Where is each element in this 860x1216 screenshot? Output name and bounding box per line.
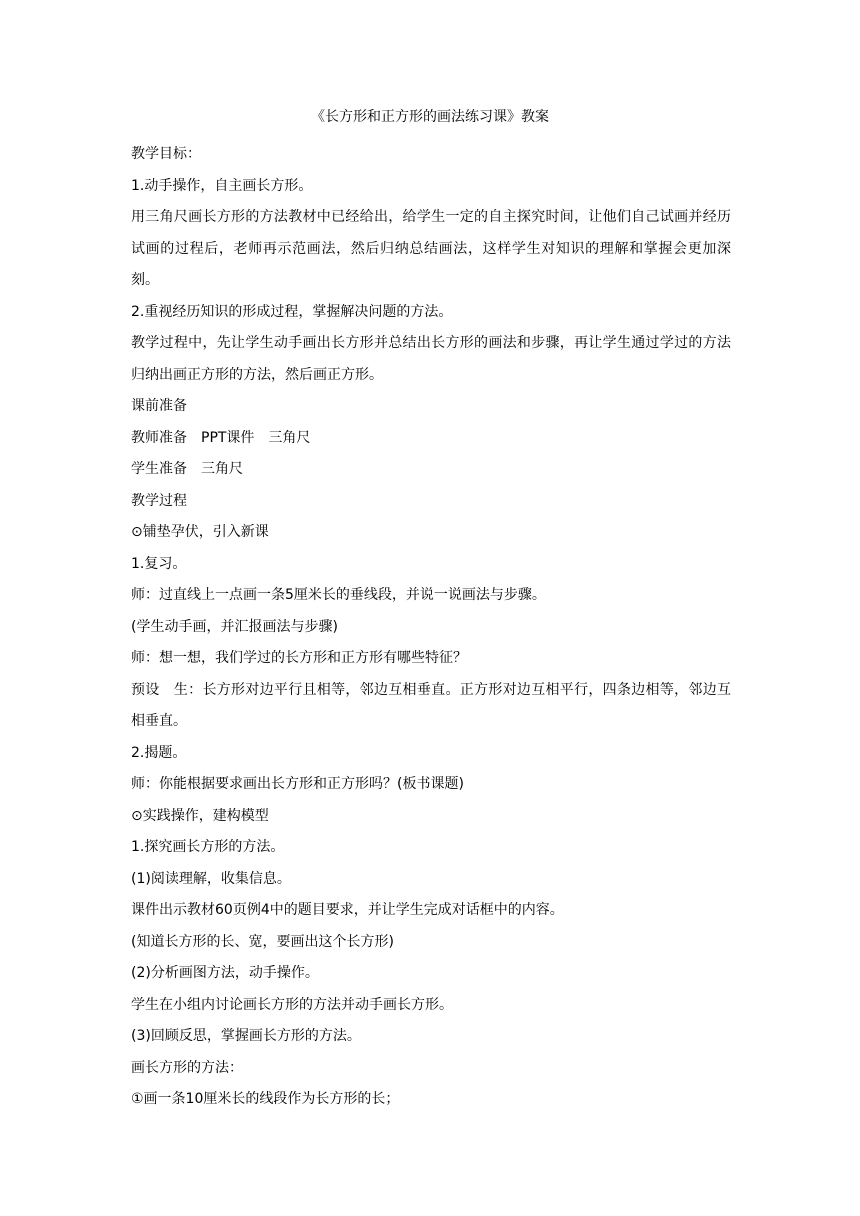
document-body	[131, 139, 731, 1116]
paragraph: ①画一条10厘米长的线段作为长方形的长；	[131, 1091, 400, 1107]
paragraph: 教师准备 PPT课件 三角尺	[131, 429, 311, 446]
paragraph: 画长方形的方法：	[131, 1059, 243, 1076]
paragraph: (学生动手画，并汇报画法与步骤)	[131, 618, 338, 635]
paragraph: 学生在小组内讨论画长方形的方法并动手画长方形。	[131, 996, 453, 1013]
paragraph: 1.复习。	[131, 555, 187, 572]
subsection-heading: ⊙实践操作，建构模型	[131, 807, 269, 824]
paragraph: (2)分析画图方法，动手操作。	[131, 965, 319, 981]
paragraph: 2.揭题。	[131, 744, 187, 761]
paragraph: 教学目标：	[131, 146, 201, 162]
paragraph: 师：过直线上一点画一条5厘米长的垂线段，并说一说画法与步骤。	[131, 587, 546, 603]
section-heading: 教学过程	[131, 492, 187, 509]
paragraph: 1.探究画长方形的方法。	[131, 839, 285, 855]
paragraph: 预设 生：长方形对边平行且相等，邻边互相垂直。正方形对边互相平行，四条边相等，邻边互相垂直。	[131, 681, 731, 729]
paragraph: 1.动手操作，自主画长方形。	[131, 177, 313, 194]
paragraph: 师：想一想，我们学过的长方形和正方形有哪些特征？	[131, 650, 467, 666]
section-heading: 课前准备	[131, 398, 187, 414]
paragraph: (1)阅读理解，收集信息。	[131, 870, 291, 887]
paragraph: 教学过程中，先让学生动手画出长方形并总结出长方形的画法和步骤，再让学生通过学过的方法归纳出画正方形的方法，然后画正方形。	[131, 335, 731, 383]
paragraph: (知道长方形的长、宽，要画出这个长方形)	[131, 933, 394, 950]
paragraph: 用三角尺画长方形的方法教材中已经给出，给学生一定的自主探究时间，让他们自己试画并经历试画的过程后，老师再示范画法，然后归纳总结画法，这样学生对知识的理解和掌握会更加深刻。	[131, 209, 731, 288]
subsection-heading: ⊙铺垫孕伏，引入新课	[131, 524, 269, 540]
document-title: 《长方形和正方形的画法练习课》教案	[311, 109, 549, 125]
paragraph: 师：你能根据要求画出长方形和正方形吗？(板书课题)	[131, 776, 464, 792]
paragraph: (3)回顾反思，掌握画长方形的方法。	[131, 1028, 361, 1044]
paragraph: 学生准备 三角尺	[131, 461, 243, 477]
paragraph: 2.重视经历知识的形成过程，掌握解决问题的方法。	[131, 303, 453, 320]
paragraph: 课件出示教材60页例4中的题目要求，并让学生完成对话框中的内容。	[131, 902, 564, 918]
